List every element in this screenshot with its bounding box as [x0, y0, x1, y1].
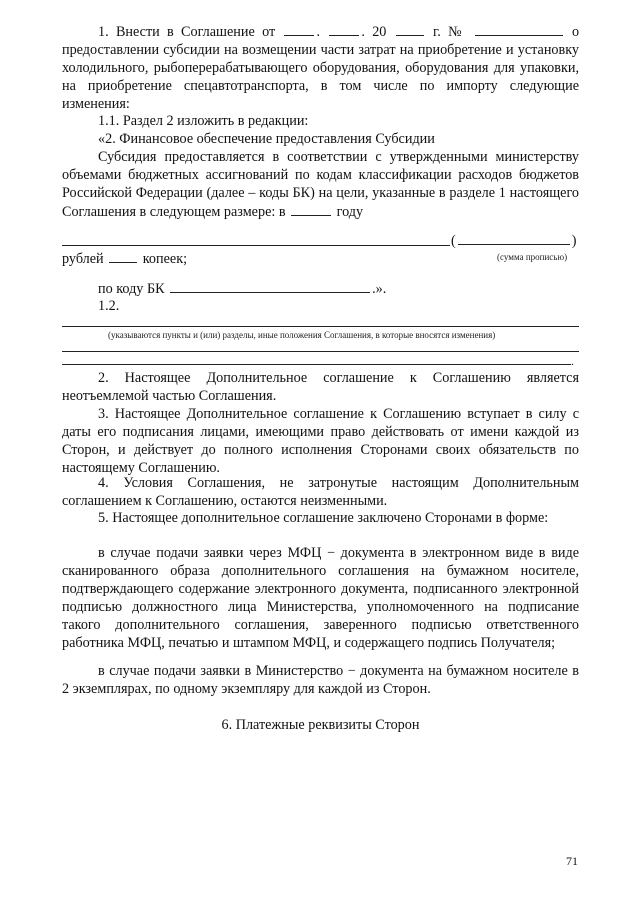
year-prefix: 20 [372, 24, 387, 40]
amount-in-words-bracket: ( ) [451, 233, 577, 249]
amount-in-words-caption: (сумма прописью) [497, 252, 568, 262]
item-section-2-title: «2. Финансовое обеспечение предоставления Субсидии [98, 131, 435, 147]
blank-line-2 [62, 364, 571, 365]
item-5-mfc: в случае подачи заявки через МФЦ − документа в электронном виде в виде сканированного образа дополнительного соглашения на бумажном носителе, подтверждающего содержание электронного документа, подписанного электронной подписью должностного лица Министерства, уполномоченного на подписание такого дополнительного соглашения, заверенного подписью ответственного работника МФЦ, печатью и штампом МФЦ, и содержащего подпись Получателя; [62, 545, 579, 651]
blank-line-1 [62, 351, 579, 352]
item-1-prefix: 1. Внести в Соглашение от [98, 24, 276, 40]
section-6-heading: 6. Платежные реквизиты Сторон [221, 717, 420, 733]
item-4: 4. Условия Соглашения, не затронутые настоящим Дополнительным соглашением к Соглашению, остаются неизменными. [62, 475, 579, 509]
subsidy-year-word: году [336, 204, 364, 220]
amount-line [62, 245, 450, 246]
item-1: 1. Внести в Соглашение от . . 20 г. № о предоставлении субсидии на возмещении части затрат на приобретение и установку холодильного, рыбоперерабатывающего оборудования, оборудования для упаковки, на приобретение спецавтотранспорта, в том числе по импорту следующие изменения: [62, 24, 580, 112]
bk-code-line [98, 279, 386, 298]
rubles-line [62, 249, 187, 268]
item-1-1: 1.1. Раздел 2 изложить в редакции: [98, 113, 309, 129]
changes-line [62, 326, 579, 327]
item-3: 3. Настоящее Дополнительное соглашение к Соглашению вступает в силу с даты его подписания лицами, имеющими право действовать от имени каждой из Сторон, и действует до полного исполнения Сторонами своих обязательств по настоящему Соглашению. [62, 406, 579, 476]
item-5-ministry: в случае подачи заявки в Министерство − документа на бумажном носителе в 2 экземплярах, по одному экземпляру для каждой из Сторон. [62, 663, 579, 697]
kopecks-label: копеек; [142, 251, 188, 267]
subsidy-paragraph [62, 148, 579, 221]
item-5: 5. Настоящее дополнительное соглашение заключено Сторонами в форме: [98, 510, 549, 526]
changes-caption: (указываются пункты и (или) разделы, иные положения Соглашения, в которые вносятся изменения) [108, 330, 496, 340]
item-1-2: 1.2. [98, 298, 120, 314]
bk-code-label: по коду БК [98, 281, 165, 297]
rubles-label: рублей [62, 251, 104, 267]
line-end-period: . [571, 354, 574, 368]
item-1-text: о предоставлении субсидии на возмещении части затрат на приобретение и установку холодильного, рыбоперерабатывающего оборудования, оборудования для упаковки, на приобретение спецавтотранспорта, в том числе по импорту следующие изменения: [62, 24, 580, 112]
bk-code-end: .». [372, 281, 387, 297]
page-number: 71 [566, 854, 578, 868]
number-sign: № [448, 24, 466, 40]
item-2: 2. Настоящее Дополнительное соглашение к Соглашению является неотъемлемой частью Соглашения. [62, 370, 579, 404]
year-suffix: г. [433, 24, 441, 40]
subsidy-text: Субсидия предоставляется в соответствии с утвержденными министерству объемами бюджетных ассигнований по кодам классификации расходов бюджетов Российской Федерации (далее – коды БК) на цели, указанные в разделе 1 настоящего Соглашения в следующем размере: в [62, 149, 579, 220]
